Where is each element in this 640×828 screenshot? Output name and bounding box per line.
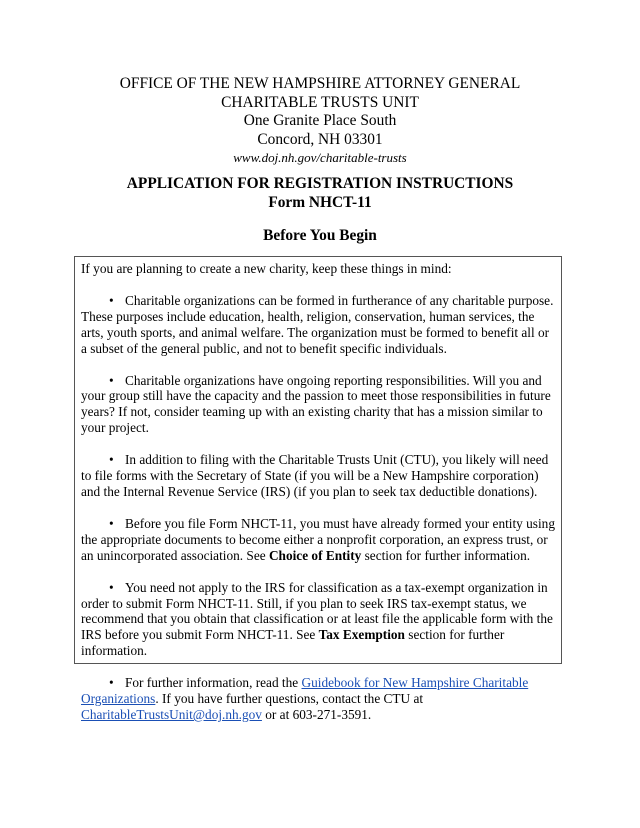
list-item <box>81 373 557 437</box>
document-title <box>0 175 640 212</box>
bullet-icon: • <box>109 675 114 691</box>
list-item <box>81 293 557 357</box>
list-item-text: or at 603-271-3591. <box>261 706 372 722</box>
list-item <box>81 675 557 723</box>
title-line-1: APPLICATION FOR REGISTRATION INSTRUCTIONS <box>126 175 514 192</box>
bullet-icon: • <box>109 515 114 531</box>
list-item-text: In addition to filing with the Charitable Trusts Unit (CTU), you likely will need to file forms with the Secretary of State (if you will be a New Hampshire corporation) and the Internal Revenue Service (IRS) (if you plan to seek tax deductible donations). <box>81 452 549 499</box>
choice-of-entity-ref: Choice of Entity <box>268 547 362 563</box>
bullet-icon: • <box>109 452 114 468</box>
list-item-text: section for further information. <box>81 627 505 659</box>
bullet-icon: • <box>109 579 114 595</box>
section-heading: Before You Begin <box>263 227 377 244</box>
bullet-icon: • <box>109 292 114 308</box>
office-header <box>0 75 640 167</box>
bullet-icon: • <box>109 372 114 388</box>
tax-exemption-ref: Tax Exemption <box>318 627 405 643</box>
unit-name: CHARITABLE TRUSTS UNIT <box>221 93 419 111</box>
office-name: OFFICE OF THE NEW HAMPSHIRE ATTORNEY GENERAL <box>119 75 521 92</box>
list-item-text: section for further information. <box>361 547 531 563</box>
list-item-text: Charitable organizations have ongoing reporting responsibilities. Will you and your group still have the capacity and the passion to meet those responsibilities in future years? If not, consider teaming up with an existing charity that has a mission similar to your project. <box>81 372 551 436</box>
address-street: One Granite Place South <box>243 112 397 129</box>
address-city: Concord, NH 03301 <box>257 130 383 148</box>
list-item-text: Before you file Form NHCT-11, you must have already formed your entity using the appropriate documents to become either a nonprofit corporation, an express trust, or an unincorporated association. See <box>81 515 555 563</box>
box-intro: If you are planning to create a new charity, keep these things in mind: <box>81 261 452 276</box>
before-you-begin-box <box>74 256 562 722</box>
ctu-email-link[interactable]: CharitableTrustsUnit@doj.nh.gov <box>81 706 262 722</box>
title-line-2: Form NHCT-11 <box>268 193 372 211</box>
list-item-text: You need not apply to the IRS for classification as a tax-exempt organization in order to submit Form NHCT-11. Still, if you plan to seek IRS tax-exempt status, we recommend that you obtain that classification or at least file the applicable form with the IRS before you submit Form NHCT-11. See <box>81 579 553 643</box>
list-item-text: Charitable organizations can be formed in furtherance of any charitable purpose. These purposes include education, health, religion, conservation, human services, the arts, youth sports, and animal welfare. The organization must be formed to benefit all or a subset of the general public, and not to benefit specific individuals. <box>81 292 554 356</box>
list-item <box>81 580 557 660</box>
website-url: www.doj.nh.gov/charitable-trusts <box>233 150 407 165</box>
list-item-text: For further information, read the <box>125 675 302 691</box>
guidebook-link[interactable]: Guidebook for New Hampshire Charitable Organizations <box>81 675 529 707</box>
list-item <box>81 452 557 500</box>
list-item-text: . If you have further questions, contact the CTU at <box>155 691 424 707</box>
list-item <box>81 516 557 564</box>
